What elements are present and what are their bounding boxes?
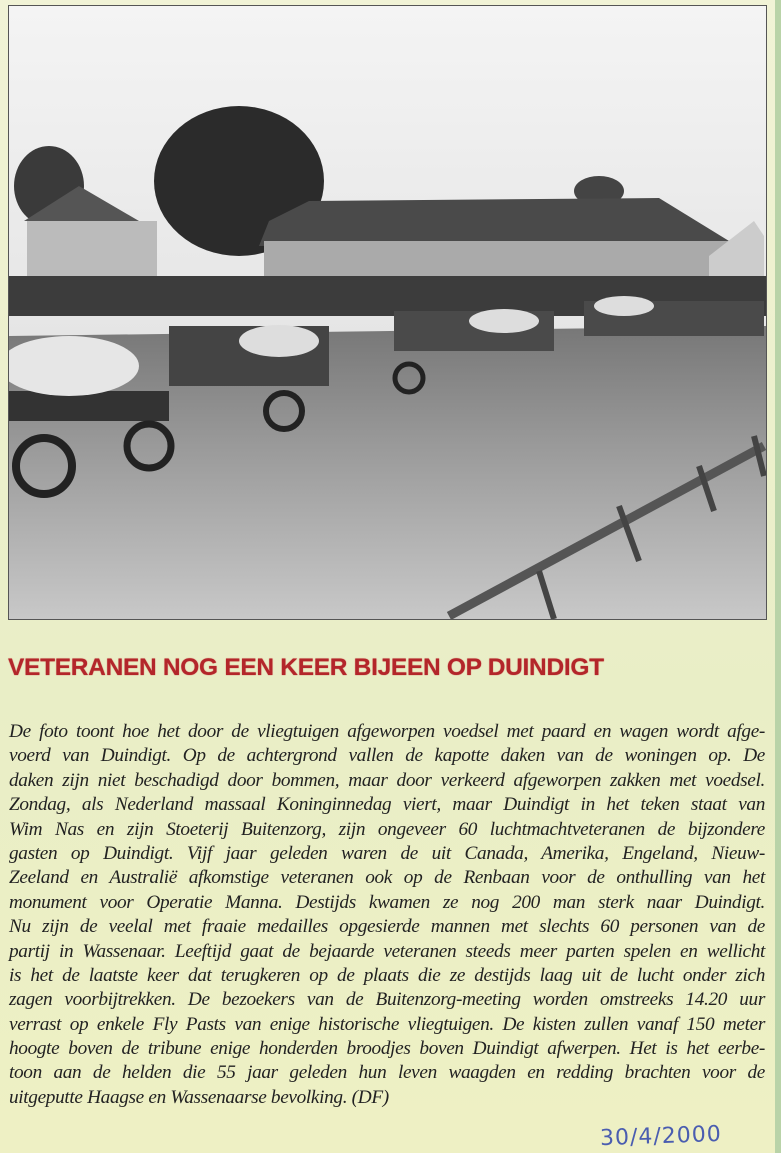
article-line: uitgeputte Haagse en Wassenaarse bevolking. (DF)	[9, 1086, 389, 1108]
article-line: De foto toont hoe het door de vliegtuigen afgeworpen voedsel met paard en wagen wordt afge-	[9, 721, 765, 742]
article-line: Zeeland en Australië afkomstige veteranen ook op de Renbaan voor de onthulling van het	[9, 867, 765, 889]
article-line: daken zijn niet beschadigd door bommen, maar door verkeerd afgeworpen zakken met voedsel.	[9, 769, 765, 791]
historic-photo	[8, 5, 767, 620]
article-line: is het de laatste keer dat terugkeren op de plaats die ze destijds laag uit de lucht onder zich	[9, 964, 765, 986]
article-line: hoogte boven de tribune enige honderden broodjes boven Duindigt afwerpen. Het is het eerbe-	[9, 1038, 765, 1060]
article-line: Nu zijn de veelal met fraaie medailles opgesierde mannen met slechts 60 personen van de	[9, 916, 765, 938]
article-line: Wim Nas en zijn Stoeterij Buitenzorg, zijn ongeveer 60 luchtmachtveteranen de bijzondere	[9, 818, 765, 840]
article-line: Zondag, als Nederland massaal Koninginnedag viert, maar Duindigt in het teken staat van	[9, 794, 765, 816]
article-body	[9, 720, 765, 1110]
photo-image	[9, 6, 766, 619]
page-edge	[775, 0, 781, 1153]
article-title: VETERANEN NOG EEN KEER BIJEEN OP DUINDIGT	[8, 654, 604, 681]
article-line: gasten op Duindigt. Vijf jaar geleden waren de uit Canada, Amerika, Engeland, Nieuw-	[9, 842, 765, 864]
article-line: verrast op enkele Fly Pasts van enige historische vliegtuigen. De kisten zullen vanaf 150 meter	[9, 1013, 765, 1035]
article-line: toon aan de helden die 55 jaar geleden hun leven waagden en redding brachten voor de	[9, 1062, 765, 1084]
handwritten-date: 30/4/2000	[599, 1121, 723, 1152]
article-line: monument voor Operatie Manna. Destijds kwamen ze nog 200 man sterk naar Duindigt.	[9, 891, 765, 913]
article-line: zagen voorbijtrekken. De bezoekers van de Buitenzorg-meeting worden omstreeks 14.20 uur	[9, 989, 765, 1011]
article-line: partij in Wassenaar. Leeftijd gaat de bejaarde veteranen steeds meer parten spelen en wellicht	[9, 940, 765, 962]
article-line: voerd van Duindigt. Op de achtergrond vallen de kapotte daken van de woningen op. De	[9, 745, 765, 767]
